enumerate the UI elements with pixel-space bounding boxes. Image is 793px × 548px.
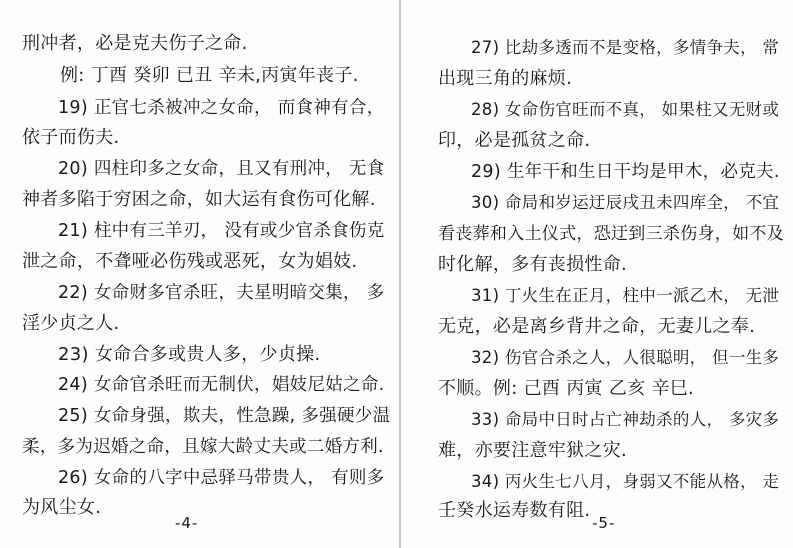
text-line: 看丧葬和入土仪式，恐迂到三杀伤身，如不及 — [438, 224, 784, 244]
text-line: 难，亦要注意牢狱之灾. — [438, 440, 628, 461]
page-number: -4- — [175, 514, 199, 532]
text-line: 23) 女命合多或贵人多，少贞操. — [58, 344, 321, 365]
text-line: 27) 比劫多透而不是变格，多情争夫， 常 — [471, 38, 780, 57]
text-line: 24) 女命官杀旺而无制伏，娼妓尼姑之命. — [58, 375, 385, 395]
text-line: 不顺。例: 己酉 丙寅 乙亥 辛巳. — [438, 378, 695, 399]
text-line: 泄之命，不聋哑必伤残或恶死，女为娼妓. — [22, 251, 358, 272]
text-line: 25) 女命身强，欺夫，性急躁, 多强硬少温 — [58, 406, 391, 426]
text-line: 出现三角的麻烦. — [438, 68, 573, 89]
text-line: 印，必是孤贫之命. — [438, 130, 591, 151]
right-page — [402, 0, 793, 548]
text-line: 神者多陷于穷困之命，如大运有食伤可化解. — [22, 189, 376, 210]
text-line: 33) 命局中日时占亡神劫杀的人， 多灾多 — [471, 410, 780, 429]
text-line: 时化解，多有丧损性命. — [438, 254, 628, 275]
text-line: 31) 丁火生在正月，柱中一派乙木， 无泄 — [471, 286, 780, 305]
page-number: -5- — [592, 514, 616, 532]
text-line: 29) 生年干和生日干均是甲木，必克夫. — [471, 162, 780, 182]
text-line: 柔，多为迟婚之命，且嫁大龄丈夫或二婚方利. — [22, 437, 384, 457]
text-line: 无克，必是离乡背井之命，无妻儿之奉. — [438, 316, 756, 337]
text-line: 为风尘女. — [22, 497, 102, 518]
text-line: 32) 伤官合杀之人，人很聪明， 但一生多 — [471, 348, 780, 367]
text-line: 21) 柱中有三羊刃， 没有或少官杀食伤克 — [58, 221, 385, 241]
book-gutter — [399, 0, 401, 548]
text-line: 22) 女命财多官杀旺，夫星明暗交集， 多 — [58, 283, 385, 303]
text-line: 30) 命局和岁运迂辰戌丑未四库全， 不宜 — [471, 193, 780, 212]
text-line: 壬癸水运寿数有阻. — [438, 500, 591, 521]
text-line: 28) 女命伤官旺而不真， 如果柱又无财或 — [471, 100, 780, 119]
text-line: 26) 女命的八字中忌驿马带贵人， 有则多 — [58, 468, 385, 488]
text-line: 例: 丁酉 癸卯 已丑 辛未,丙寅年丧子. — [60, 65, 359, 86]
text-line: 19) 正官七杀被冲之女命， 而食神有合， — [58, 98, 385, 118]
text-line: 20) 四柱印多之女命，且又有刑冲， 无食 — [58, 159, 385, 179]
text-line: 34) 丙火生七八月，身弱又不能从格， 走 — [471, 472, 780, 491]
text-line: 依子而伤夫. — [22, 127, 120, 148]
text-line: 刑冲者，必是克夫伤子之命. — [22, 33, 248, 54]
text-line: 淫少贞之人. — [22, 313, 120, 334]
